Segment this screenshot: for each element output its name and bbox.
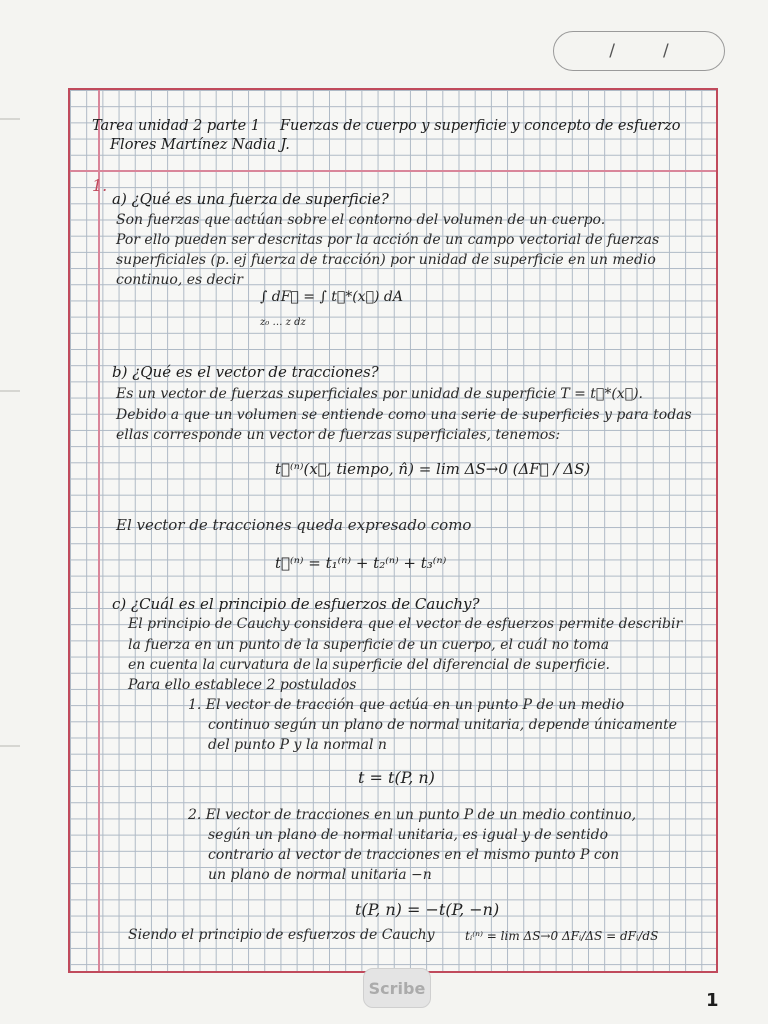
question-a: a) ¿Qué es una fuerza de superficie?: [112, 190, 389, 208]
postulate-2: contrario al vector de tracciones en el mismo punto P con: [208, 847, 620, 863]
item-number: 1.: [92, 176, 108, 195]
answer-b-line: Debido a que un volumen se entiende como una serie de superficies y para todas: [116, 407, 692, 423]
student-name: Flores Martínez Nadia J.: [110, 137, 290, 153]
equation-cauchy-principle: tᵢ⁽ⁿ⁾ = lim ΔS→0 ΔFᵢ/ΔS = dFᵢ/dS: [465, 929, 659, 943]
answer-c-line: en cuenta la curvatura de la superficie del diferencial de superficie.: [128, 657, 610, 673]
answer-c-line: la fuerza en un punto de la superficie de un cuerpo, el cuál no toma: [128, 637, 610, 653]
postulate-2: 2. El vector de tracciones en un punto P de un medio continuo,: [188, 807, 637, 823]
answer-a-line: Son fuerzas que actúan sobre el contorno del volumen de un cuerpo.: [116, 212, 606, 228]
equation-postulate-2: t(P, n) = −t(P, −n): [355, 900, 500, 919]
answer-c-line: El principio de Cauchy considera que el vector de esfuerzos permite describir: [128, 616, 683, 632]
answer-b-line: ellas corresponde un vector de fuerzas superficiales, tenemos:: [116, 427, 561, 443]
topic-title: Fuerzas de cuerpo y superficie y concepto de esfuerzo: [280, 118, 681, 134]
binder-mark: [0, 390, 20, 392]
postulate-1: 1. El vector de tracción que actúa en un punto P de un medio: [188, 697, 625, 713]
integral-limits: z₀ … z dz: [260, 317, 306, 328]
margin-line: [98, 90, 100, 971]
answer-c-line: Para ello establece 2 postulados: [128, 677, 357, 693]
equation-traction-components: t⃗⁽ⁿ⁾ = t₁⁽ⁿ⁾ + t₂⁽ⁿ⁾ + t₃⁽ⁿ⁾: [275, 554, 447, 572]
answer-c-line: Siendo el principio de esfuerzos de Cauchy: [128, 927, 435, 943]
answer-a-line: continuo, es decir: [116, 272, 243, 288]
equation-postulate-1: t = t(P, n): [358, 768, 435, 787]
assignment-title: Tarea unidad 2 parte 1: [92, 118, 261, 134]
scribe-watermark: Scribe: [363, 968, 431, 1008]
answer-a-line: Por ello pueden ser descritas por la acción de un campo vectorial de fuerzas: [116, 232, 660, 248]
date-separator: /: [609, 41, 615, 61]
question-c: c) ¿Cuál es el principio de esfuerzos de Cauchy?: [112, 595, 480, 613]
answer-b-line: Es un vector de fuerzas superficiales por unidad de superficie T = t⃗*(x⃗).: [116, 386, 644, 402]
answer-b-line: El vector de tracciones queda expresado como: [116, 516, 472, 534]
question-b: b) ¿Qué es el vector de tracciones?: [112, 363, 379, 381]
postulate-1: del punto P y la normal n: [208, 737, 387, 753]
postulate-2: un plano de normal unitaria −n: [208, 867, 432, 883]
binder-mark: [0, 745, 20, 747]
binder-mark: [0, 118, 20, 120]
equation-traction-limit: t⃗⁽ⁿ⁾(x⃗, tiempo, n̂) = lim ΔS→0 (ΔF⃗ / ΔS): [275, 460, 591, 478]
page-number: 1: [706, 990, 719, 1011]
postulate-1: continuo según un plano de normal unitaria, depende únicamente: [208, 717, 678, 733]
answer-a-line: superficiales (p. ej fuerza de tracción) por unidad de superficie en un medio: [116, 252, 656, 268]
postulate-2: según un plano de normal unitaria, es igual y de sentido: [208, 827, 609, 843]
notebook-page: [68, 88, 718, 973]
date-box: [553, 31, 725, 71]
date-separator: /: [663, 41, 669, 61]
header-line: [70, 170, 716, 172]
equation-surface-integral: ∫ dF⃗ = ∫ t⃗*(x⃗) dA: [260, 289, 403, 305]
